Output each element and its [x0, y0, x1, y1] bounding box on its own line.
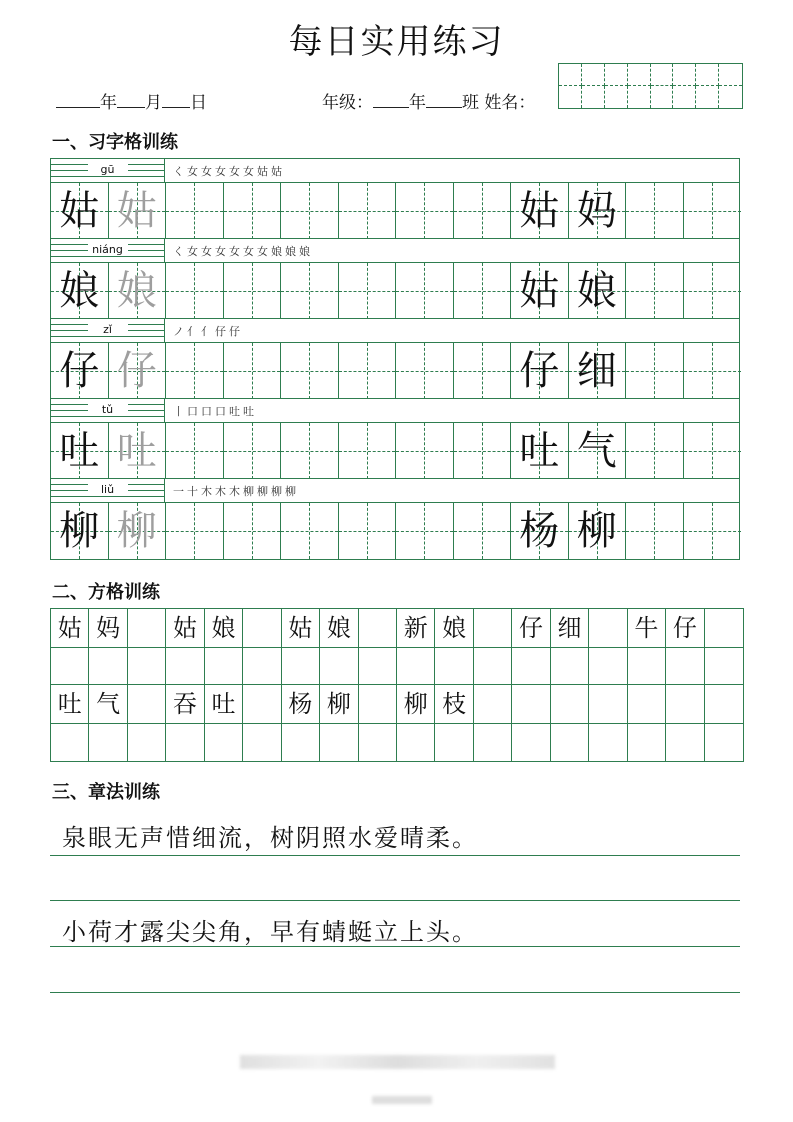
square-cell[interactable] — [320, 724, 358, 761]
word-cell — [569, 183, 627, 239]
trace-char-cell — [109, 183, 167, 239]
square-cell: 娘 — [320, 609, 358, 648]
practice-cell[interactable] — [684, 343, 742, 399]
stroke-step: く — [173, 165, 187, 178]
grade-label: 年级： — [322, 93, 373, 113]
square-cell[interactable] — [320, 648, 358, 685]
square-cell[interactable] — [359, 724, 397, 761]
square-cell: 吞 — [166, 685, 204, 724]
stroke-step: 娘 — [271, 245, 285, 258]
hanzi: 气 — [576, 428, 617, 474]
square-cell: 妈 — [89, 609, 127, 648]
hanzi: 吐 — [519, 428, 560, 474]
practice-cell[interactable] — [339, 263, 397, 319]
word-cell — [511, 423, 569, 479]
pinyin: zǐ — [88, 323, 128, 336]
square-cell[interactable] — [705, 648, 743, 685]
stroke-step: 口 — [215, 405, 229, 418]
model-char-cell — [51, 183, 109, 239]
practice-cell[interactable] — [339, 183, 397, 239]
stroke-order — [173, 243, 313, 259]
practice-cell[interactable] — [684, 183, 742, 239]
hanzi: 姑 — [59, 188, 100, 234]
square-cell[interactable] — [243, 724, 281, 761]
writing-rule — [50, 992, 740, 993]
stroke-step: 娘 — [299, 245, 313, 258]
practice-cell[interactable] — [396, 343, 454, 399]
pinyin-row — [51, 239, 739, 263]
class-label: 班 — [462, 93, 479, 113]
square-cell[interactable] — [51, 724, 89, 761]
practice-cell[interactable] — [684, 503, 742, 559]
pinyin: tǔ — [88, 403, 128, 416]
square-cell: 杨 — [282, 685, 320, 724]
square-cell[interactable] — [89, 724, 127, 761]
practice-cell[interactable] — [626, 503, 684, 559]
square-cell: 新 — [397, 609, 435, 648]
stroke-step: 仔 — [229, 325, 243, 338]
word-cell — [569, 343, 627, 399]
practice-cell[interactable] — [166, 183, 224, 239]
square-cell: 姑 — [51, 609, 89, 648]
square-cell: 姑 — [282, 609, 320, 648]
square-cell: 柳 — [397, 685, 435, 724]
char-row — [51, 423, 739, 479]
square-cell: 柳 — [320, 685, 358, 724]
section2-title: 二、方格训练 — [52, 582, 160, 603]
trace-char-cell — [109, 503, 167, 559]
practice-cell[interactable] — [224, 183, 282, 239]
hanzi: 娘 — [116, 268, 157, 314]
blurred-footer-small — [372, 1096, 432, 1104]
practice-cell[interactable] — [224, 503, 282, 559]
square-cell — [705, 609, 743, 648]
hanzi: 细 — [576, 348, 617, 394]
square-cell: 细 — [551, 609, 589, 648]
square-cell — [628, 685, 666, 724]
practice-grid — [50, 158, 740, 560]
char-row — [51, 263, 739, 319]
square-cell[interactable] — [589, 648, 627, 685]
hanzi: 吐 — [116, 428, 157, 474]
square-cell[interactable] — [705, 724, 743, 761]
practice-cell[interactable] — [339, 503, 397, 559]
square-cell — [243, 609, 281, 648]
practice-row — [51, 479, 739, 559]
practice-cell[interactable] — [281, 423, 339, 479]
square-cell[interactable] — [435, 724, 473, 761]
grade-blank[interactable] — [373, 92, 409, 108]
stroke-step: 女 — [257, 245, 271, 258]
hanzi: 柳 — [116, 508, 157, 554]
word-cell — [569, 423, 627, 479]
stroke-step: 女 — [201, 245, 215, 258]
hanzi: 姑 — [519, 188, 560, 234]
pinyin-cell — [51, 319, 165, 342]
trace-char-cell — [109, 263, 167, 319]
section1-title: 一、习字格训练 — [52, 132, 178, 153]
month-label: 月 — [145, 93, 162, 113]
stroke-step: 柳 — [285, 485, 299, 498]
square-grid — [50, 608, 744, 762]
square-cell[interactable] — [589, 724, 627, 761]
square-cell[interactable] — [474, 648, 512, 685]
pinyin-row — [51, 159, 739, 183]
square-cell[interactable] — [282, 648, 320, 685]
stroke-step: 女 — [187, 245, 201, 258]
square-cell: 气 — [89, 685, 127, 724]
hanzi: 柳 — [576, 508, 617, 554]
hanzi: 娘 — [59, 268, 100, 314]
square-cell[interactable] — [435, 648, 473, 685]
practice-cell[interactable] — [626, 263, 684, 319]
stroke-step: 木 — [215, 485, 229, 498]
practice-cell[interactable] — [224, 263, 282, 319]
practice-cell[interactable] — [684, 263, 742, 319]
practice-row — [51, 239, 739, 319]
writing-rule — [50, 855, 740, 856]
square-cell — [128, 609, 166, 648]
grade-fields — [322, 88, 535, 113]
stroke-step: 姑 — [257, 165, 271, 178]
square-cell: 吐 — [205, 685, 243, 724]
word-cell — [511, 183, 569, 239]
hanzi: 姑 — [116, 188, 157, 234]
practice-cell[interactable] — [281, 503, 339, 559]
practice-cell[interactable] — [224, 343, 282, 399]
model-char-cell — [51, 423, 109, 479]
stroke-step: 女 — [215, 245, 229, 258]
stroke-step: 柳 — [243, 485, 257, 498]
stroke-step: 仔 — [215, 325, 229, 338]
stroke-step: 姑 — [271, 165, 285, 178]
pinyin: liǔ — [88, 483, 128, 496]
square-cell[interactable] — [666, 724, 704, 761]
stroke-step: 口 — [201, 405, 215, 418]
practice-row — [51, 319, 739, 399]
year-blank[interactable] — [56, 92, 100, 108]
square-cell — [666, 685, 704, 724]
month-blank[interactable] — [117, 92, 145, 108]
practice-cell[interactable] — [454, 343, 512, 399]
grade-year-label: 年 — [409, 93, 426, 113]
practice-cell[interactable] — [626, 183, 684, 239]
square-cell[interactable] — [51, 648, 89, 685]
practice-cell[interactable] — [626, 423, 684, 479]
pinyin-cell — [51, 399, 165, 422]
square-cell: 牛 — [628, 609, 666, 648]
practice-cell[interactable] — [396, 503, 454, 559]
pinyin: gū — [88, 163, 128, 176]
word-cell — [569, 263, 627, 319]
stroke-step: 一 — [173, 485, 187, 498]
practice-cell[interactable] — [454, 503, 512, 559]
stroke-order — [173, 163, 285, 179]
pinyin-cell — [51, 479, 165, 502]
word-cell — [569, 503, 627, 559]
square-cell: 吐 — [51, 685, 89, 724]
practice-cell[interactable] — [396, 423, 454, 479]
square-cell — [512, 685, 550, 724]
practice-cell[interactable] — [166, 503, 224, 559]
hanzi: 妈 — [576, 188, 617, 234]
square-cell: 姑 — [166, 609, 204, 648]
blurred-footer — [240, 1055, 555, 1069]
model-char-cell — [51, 343, 109, 399]
square-cell[interactable] — [628, 648, 666, 685]
verse-line-1: 泉眼无声惜细流，树阴照水爱晴柔。 — [62, 824, 478, 852]
square-cell — [589, 609, 627, 648]
char-row — [51, 343, 739, 399]
square-cell[interactable] — [205, 724, 243, 761]
hanzi: 仔 — [116, 348, 157, 394]
stroke-step: ノ — [173, 325, 187, 338]
practice-cell[interactable] — [166, 263, 224, 319]
practice-cell[interactable] — [166, 423, 224, 479]
page-title: 每日实用练习 — [288, 22, 505, 62]
stroke-order — [173, 483, 299, 499]
model-char-cell — [51, 263, 109, 319]
section3-title: 三、章法训练 — [52, 782, 160, 803]
name-label: 姓名： — [484, 93, 536, 113]
word-cell — [511, 503, 569, 559]
practice-cell[interactable] — [281, 343, 339, 399]
square-cell[interactable] — [512, 648, 550, 685]
square-cell[interactable] — [282, 724, 320, 761]
stroke-step: 女 — [201, 165, 215, 178]
square-cell — [359, 609, 397, 648]
square-cell[interactable] — [128, 724, 166, 761]
hanzi: 杨 — [519, 508, 560, 554]
practice-cell[interactable] — [396, 183, 454, 239]
square-cell[interactable] — [166, 648, 204, 685]
practice-cell[interactable] — [454, 183, 512, 239]
square-cell: 娘 — [435, 609, 473, 648]
stroke-step: 女 — [229, 245, 243, 258]
stroke-step: 女 — [229, 165, 243, 178]
practice-cell[interactable] — [224, 423, 282, 479]
square-cell: 娘 — [205, 609, 243, 648]
hanzi: 吐 — [59, 428, 100, 474]
pinyin-cell — [51, 159, 165, 182]
practice-cell[interactable] — [281, 263, 339, 319]
square-cell — [705, 685, 743, 724]
practice-cell[interactable] — [396, 263, 454, 319]
char-row — [51, 503, 739, 559]
stroke-step: 十 — [187, 485, 201, 498]
square-cell[interactable] — [551, 648, 589, 685]
verse-line-2: 小荷才露尖尖角，早有蜻蜓立上头。 — [62, 918, 478, 946]
square-cell[interactable] — [89, 648, 127, 685]
stroke-step: 娘 — [285, 245, 299, 258]
pinyin-row — [51, 319, 739, 343]
stroke-step: 女 — [243, 245, 257, 258]
stroke-step: く — [173, 245, 187, 258]
square-cell[interactable] — [551, 724, 589, 761]
square-cell[interactable] — [666, 648, 704, 685]
hanzi: 仔 — [59, 348, 100, 394]
stroke-step: 吐 — [243, 405, 257, 418]
hanzi: 仔 — [519, 348, 560, 394]
square-cell[interactable] — [474, 724, 512, 761]
square-cell: 枝 — [435, 685, 473, 724]
square-cell[interactable] — [166, 724, 204, 761]
writing-rule — [50, 946, 740, 947]
square-cell — [474, 609, 512, 648]
square-cell — [551, 685, 589, 724]
square-cell — [128, 685, 166, 724]
date-fields — [56, 88, 207, 113]
trace-char-cell — [109, 343, 167, 399]
day-blank[interactable] — [162, 92, 190, 108]
square-cell: 仔 — [512, 609, 550, 648]
pinyin-row — [51, 399, 739, 423]
hanzi: 娘 — [576, 268, 617, 314]
stroke-step: 女 — [187, 165, 201, 178]
char-row — [51, 183, 739, 239]
day-label: 日 — [190, 93, 207, 113]
practice-row — [51, 399, 739, 479]
word-cell — [511, 343, 569, 399]
stroke-order — [173, 323, 243, 339]
stroke-step: 女 — [243, 165, 257, 178]
practice-cell[interactable] — [339, 343, 397, 399]
practice-cell[interactable] — [626, 343, 684, 399]
practice-cell[interactable] — [454, 263, 512, 319]
stroke-order — [173, 403, 257, 419]
stroke-step: 亻 — [201, 325, 215, 338]
square-cell — [243, 685, 281, 724]
stroke-step: 柳 — [257, 485, 271, 498]
square-cell[interactable] — [359, 648, 397, 685]
practice-cell[interactable] — [166, 343, 224, 399]
square-cell — [474, 685, 512, 724]
square-cell[interactable] — [397, 724, 435, 761]
pinyin-cell — [51, 239, 165, 262]
year-label: 年 — [100, 93, 117, 113]
square-cell — [359, 685, 397, 724]
writing-rule — [50, 900, 740, 901]
trace-char-cell — [109, 423, 167, 479]
practice-cell[interactable] — [684, 423, 742, 479]
pinyin: niáng — [88, 243, 128, 256]
stroke-step: 木 — [201, 485, 215, 498]
class-blank[interactable] — [426, 92, 462, 108]
hanzi: 柳 — [59, 508, 100, 554]
stroke-step: 亻 — [187, 325, 201, 338]
stroke-step: 女 — [215, 165, 229, 178]
name-grid[interactable] — [558, 63, 743, 109]
stroke-step: 丨 — [173, 405, 187, 418]
practice-row — [51, 159, 739, 239]
stroke-step: 柳 — [271, 485, 285, 498]
pinyin-row — [51, 479, 739, 503]
practice-cell[interactable] — [454, 423, 512, 479]
square-cell[interactable] — [205, 648, 243, 685]
model-char-cell — [51, 503, 109, 559]
square-cell: 仔 — [666, 609, 704, 648]
word-cell — [511, 263, 569, 319]
practice-cell[interactable] — [281, 183, 339, 239]
square-cell — [589, 685, 627, 724]
square-cell[interactable] — [628, 724, 666, 761]
practice-cell[interactable] — [339, 423, 397, 479]
stroke-step: 口 — [187, 405, 201, 418]
square-cell[interactable] — [512, 724, 550, 761]
hanzi: 姑 — [519, 268, 560, 314]
square-cell[interactable] — [397, 648, 435, 685]
square-cell[interactable] — [243, 648, 281, 685]
stroke-step: 吐 — [229, 405, 243, 418]
square-cell[interactable] — [128, 648, 166, 685]
stroke-step: 木 — [229, 485, 243, 498]
